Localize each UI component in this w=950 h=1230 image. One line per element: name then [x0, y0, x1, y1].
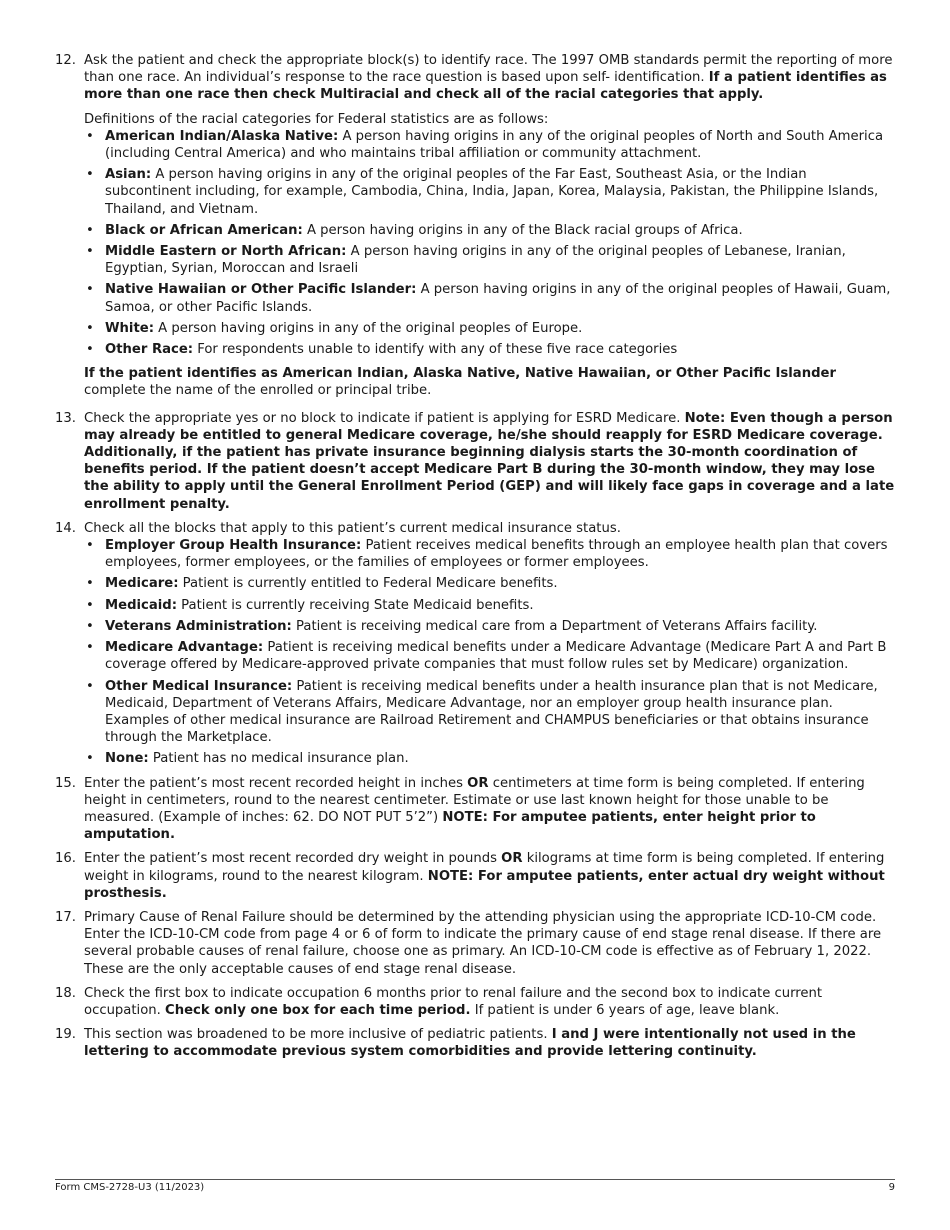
item-text — [84, 775, 895, 844]
instruction-item-15 — [55, 775, 895, 844]
item-plain-text: kilograms at time form is being completed. If entering weight in kilograms, round to the nearest kilogram. — [84, 851, 885, 884]
bullet-icon: • — [86, 167, 94, 183]
term-definition: Patient is currently receiving State Medicaid benefits. — [176, 597, 534, 613]
item-bold-text: OR — [467, 775, 489, 791]
term-definition: Patient has no medical insurance plan. — [148, 751, 409, 767]
term-label: None: — [105, 751, 149, 767]
list-item — [84, 537, 895, 571]
instruction-item-18 — [55, 985, 895, 1019]
tribe-instruction-text: complete the name of the enrolled or principal tribe. — [84, 383, 432, 399]
bullet-icon: • — [86, 320, 94, 336]
list-item — [84, 597, 895, 614]
item-number: 16. — [55, 851, 76, 867]
definitions-intro: Definitions of the racial categories for Federal statistics are as follows: — [84, 111, 549, 127]
item-plain-text: Enter the patient’s most recent recorded height in inches — [84, 775, 468, 791]
term-definition: A person having origins in any of the original peoples of Europe. — [153, 320, 583, 336]
list-item — [84, 166, 895, 218]
list-item — [84, 281, 895, 315]
instruction-item-12 — [55, 52, 895, 400]
term-label: Veterans Administration: — [105, 618, 292, 634]
race-definitions-list — [84, 128, 895, 358]
item-plain-text: If patient is under 6 years of age, leave blank. — [470, 1002, 780, 1018]
term-definition: A person having origins in any of the original peoples of Lebanese, Iranian, Egyptian, Syrian, Moroccan and Israeli — [105, 244, 846, 277]
item-plain-text: Check the appropriate yes or no block to indicate if patient is applying for ESRD Medicare. — [84, 410, 685, 426]
bullet-icon: • — [86, 128, 94, 144]
term-definition: Patient is receiving medical benefits under a health insurance plan that is not Medicare, Medicaid, Department of Veterans Affairs, Medicare Advantage, nor an employer group health insurance plan. Examples of other medical insurance are Railroad Retirement and CHAMPUS beneficiaries or that obtains insurance through the Marketplace. — [105, 678, 878, 746]
item-text — [84, 410, 895, 513]
term-definition: A person having origins in any of the original peoples of North and South America (including Central America) and who maintains tribal affiliation or community attachment. — [105, 128, 884, 162]
list-item — [84, 750, 895, 767]
instruction-item-17 — [55, 909, 895, 978]
item-number: 13. — [55, 410, 76, 426]
tribe-instruction — [84, 365, 895, 399]
item-text: Check all the blocks that apply to this patient’s current medical insurance status. — [84, 520, 621, 536]
bullet-icon: • — [86, 342, 94, 358]
item-plain-text: Enter the patient’s most recent recorded dry weight in pounds — [84, 851, 502, 867]
instruction-item-16 — [55, 850, 895, 902]
item-text — [84, 985, 895, 1019]
term-label: Medicare: — [105, 576, 179, 592]
item-plain-text: centimeters at time form is being completed. If entering height in centimeters, round to the nearest centimeter. Estimate or use last known height for those unable to be measured. (Example of inches: 62. DO NOT PUT 5’2”) — [84, 775, 865, 825]
term-label: Asian: — [105, 167, 152, 183]
list-item — [84, 341, 895, 358]
item-plain-text: This section was broadened to be more inclusive of pediatric patients. — [84, 1027, 552, 1043]
bullet-icon: • — [86, 640, 94, 656]
insurance-status-list — [84, 537, 895, 767]
item-plain-text: Check the first box to indicate occupation 6 months prior to renal failure and the second box to indicate current occupation. — [84, 985, 823, 1018]
list-item — [84, 575, 895, 592]
term-label: Native Hawaiian or Other Pacific Islander: — [105, 282, 417, 298]
term-definition: For respondents unable to identify with any of these five race categories — [193, 342, 678, 358]
form-identifier: Form CMS-2728-U3 (11/2023) — [55, 1182, 205, 1193]
term-label: Medicaid: — [105, 597, 177, 613]
item-number: 14. — [55, 520, 76, 536]
bullet-icon: • — [86, 751, 94, 767]
item-text: Primary Cause of Renal Failure should be determined by the attending physician using the appropriate ICD-10-CM code. Enter the ICD-10-CM code from page 4 or 6 of form to indicate the primary cause of end stage renal disease. If there are several probable causes of renal failure, choose one as primary. An ICD-10-CM code is effective as of February 1, 2022. These are the only acceptable causes of end stage renal disease. — [84, 909, 882, 977]
instruction-item-13 — [55, 410, 895, 513]
list-item — [84, 618, 895, 635]
list-item — [84, 222, 895, 239]
bullet-icon: • — [86, 222, 94, 238]
instruction-item-14 — [55, 520, 895, 768]
term-definition: A person having origins in any of the original peoples of Hawaii, Guam, Samoa, or other Pacific Islands. — [105, 282, 891, 315]
term-label: Other Medical Insurance: — [105, 678, 293, 694]
bullet-icon: • — [86, 538, 94, 554]
item-text — [84, 52, 895, 104]
instructions-content — [55, 52, 895, 1068]
item-number: 12. — [55, 53, 76, 68]
bullet-icon: • — [86, 282, 94, 298]
term-definition: Patient is currently entitled to Federal Medicare benefits. — [178, 576, 558, 592]
list-item — [84, 243, 895, 277]
item-number: 17. — [55, 909, 76, 925]
term-label: American Indian/Alaska Native: — [105, 128, 339, 144]
bullet-icon: • — [86, 576, 94, 592]
item-bold-text: Check only one box for each time period. — [165, 1002, 471, 1018]
item-plain-text: Ask the patient and check the appropriate block(s) to identify race. The 1997 OMB standards permit the reporting of more than one race. An individual’s response to the race question is based upon self- identification. — [84, 53, 893, 86]
page-footer — [55, 1179, 895, 1194]
item-number: 18. — [55, 985, 76, 1001]
item-bold-text: NOTE: For amputee patients, enter height prior to amputation. — [84, 809, 816, 843]
bullet-icon: • — [86, 678, 94, 694]
item-text — [84, 1026, 895, 1060]
instruction-item-19 — [55, 1026, 895, 1060]
term-label: White: — [105, 320, 154, 336]
item-bold-text: Note: Even though a person may already be entitled to general Medicare coverage, he/she should reapply for ESRD Medicare coverage. Additionally, if the patient has private insurance beginning dialysis starts the 30-month coordination of benefits period. If the patient doesn’t accept Medicare Part B during the 30-month window, they may lose the ability to apply until the General Enrollment Period (GEP) and will likely face gaps in coverage and a late enrollment penalty. — [84, 410, 895, 512]
tribe-instruction-bold: If the patient identifies as American Indian, Alaska Native, Native Hawaiian, or Other Pacific Islander — [84, 366, 836, 382]
item-bold-text: I and J were intentionally not used in the lettering to accommodate previous system comorbidities and provide lettering continuity. — [84, 1027, 856, 1060]
term-definition: A person having origins in any of the original peoples of the Far East, Southeast Asia, or the Indian subcontinent including, for example, Cambodia, China, India, Japan, Korea, Malaysia, Pakistan, the Philippine Islands, Thailand, and Vietnam. — [105, 167, 879, 217]
term-definition: A person having origins in any of the Black racial groups of Africa. — [302, 222, 743, 238]
list-item — [84, 639, 895, 673]
bullet-icon: • — [86, 618, 94, 634]
term-definition: Patient is receiving medical care from a Department of Veterans Affairs facility. — [291, 618, 818, 634]
term-label: Medicare Advantage: — [105, 640, 264, 656]
page-number: 9 — [888, 1182, 895, 1193]
term-definition: Patient is receiving medical benefits under a Medicare Advantage (Medicare Part A and Part B coverage offered by Medicare-approved private companies that must follow rules set by Medicare) organization. — [105, 640, 887, 673]
item-number: 19. — [55, 1027, 76, 1043]
item-bold-text: If a patient identifies as more than one race then check Multiracial and check all of the racial categories that apply. — [84, 70, 887, 103]
item-bold-text: NOTE: For amputee patients, enter actual dry weight without prosthesis. — [84, 868, 885, 901]
list-item — [84, 320, 895, 337]
item-number: 15. — [55, 775, 76, 791]
bullet-icon: • — [86, 597, 94, 613]
term-label: Black or African American: — [105, 222, 303, 238]
item-bold-text: OR — [501, 851, 523, 867]
list-item — [84, 678, 895, 747]
item-text — [84, 850, 895, 902]
bullet-icon: • — [86, 244, 94, 260]
list-item — [84, 128, 895, 162]
term-label: Middle Eastern or North African: — [105, 244, 347, 260]
term-definition: Patient receives medical benefits through an employee health plan that covers employees, former employees, or the families of employees or former employees. — [105, 538, 888, 571]
term-label: Other Race: — [105, 342, 194, 358]
term-label: Employer Group Health Insurance: — [105, 538, 362, 554]
